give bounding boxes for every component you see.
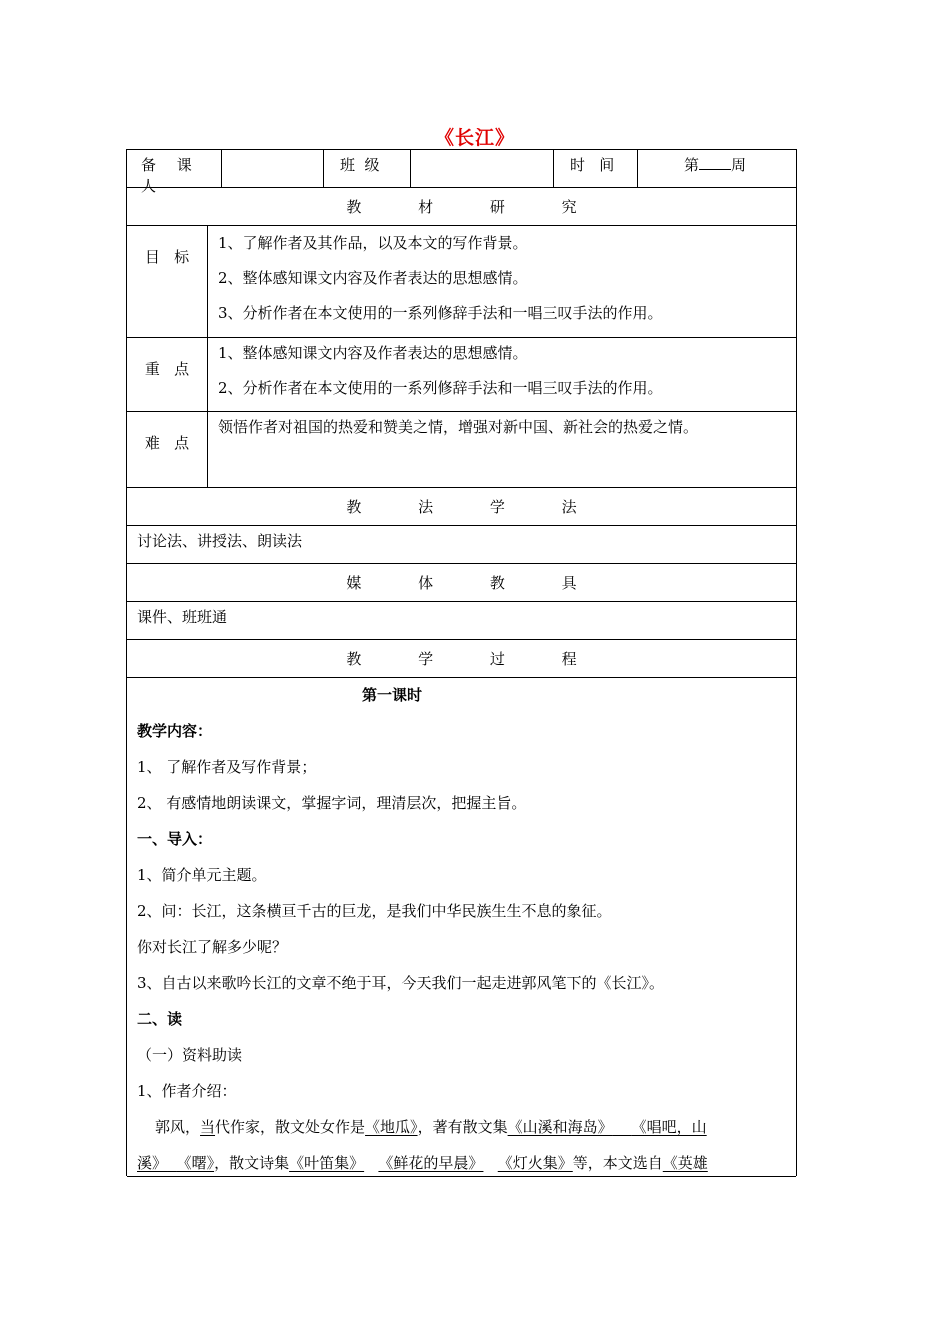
goal-item: 3、分析作者在本文使用的一系列修辞手法和一唱三叹手法的作用。 [218,304,663,322]
section-method: 教 法 学 法 [127,488,796,526]
method-row [127,526,796,564]
intro-heading: 一、导入： [137,830,213,848]
teacher-value-cell[interactable] [221,150,323,187]
media-text: 课件、班班通 [137,608,228,626]
difficulty-label: 难 点 [144,434,190,452]
difficulty-content [207,412,796,487]
class-label: 班 级 [323,150,410,187]
lesson-plan-table [126,149,797,1176]
author-label: 1、作者介绍： [137,1082,237,1100]
header-row [127,150,796,195]
content-label: 教学内容： [137,722,213,740]
section-media: 媒 体 教 具 [127,564,796,602]
document-title: 《长江》 [434,127,515,149]
difficulty-row [127,412,796,488]
key-points-content [207,338,796,411]
goal-item: 1、了解作者及其作品，以及本文的写作背景。 [218,234,528,252]
intro-item: 你对长江了解多少呢？ [137,938,288,956]
content-item: 2、 有感情地朗读课文，掌握字词，理清层次，把握主旨。 [137,794,527,812]
author-line-2: 溪》 《曙》，散文诗集《叶笛集》 《鲜花的早晨》 《灯火集》等，本文选自《英雄 [137,1154,708,1172]
teacher-label: 备 课 人 [141,156,200,195]
key-point-item: 1、整体感知课文内容及作者表达的思想感情。 [218,344,528,362]
content-item: 1、 了解作者及写作背景； [137,758,317,776]
read-sub: （一）资料助读 [137,1046,243,1064]
goals-label: 目 标 [144,248,190,266]
section-process: 教 学 过 程 [127,640,796,678]
key-points-row [127,338,796,412]
difficulty-text: 领悟作者对祖国的热爱和赞美之情，增强对新中国、新社会的热爱之情。 [218,418,699,436]
lesson-content [127,678,796,1177]
key-point-item: 2、分析作者在本文使用的一系列修辞手法和一唱三叹手法的作用。 [218,379,663,397]
week-blank[interactable] [699,155,731,170]
week-cell: 第 周 [637,150,796,187]
intro-item: 1、简介单元主题。 [137,866,267,884]
class-value-cell[interactable] [410,150,553,187]
goals-content [207,226,796,337]
key-points-label: 重 点 [144,360,190,378]
method-text: 讨论法、讲授法、朗读法 [137,532,303,550]
goals-row [127,226,796,338]
author-line-1: 郭风，当代作家，散文处女作是《地瓜》，著有散文集《山溪和海岛》 《唱吧，山 [155,1118,707,1136]
time-label: 时 间 [553,150,637,187]
intro-item: 2、问：长江，这条横亘千古的巨龙，是我们中华民族生生不息的象征。 [137,902,612,920]
goal-item: 2、整体感知课文内容及作者表达的思想感情。 [218,269,528,287]
intro-item: 3、自古以来歌吟长江的文章不绝于耳，今天我们一起走进郭风笔下的《长江》。 [137,974,665,992]
read-heading: 二、读 [137,1010,183,1028]
lesson-heading: 第一课时 [362,686,423,704]
section-material: 教 材 研 究 [127,188,796,226]
media-row [127,602,796,640]
